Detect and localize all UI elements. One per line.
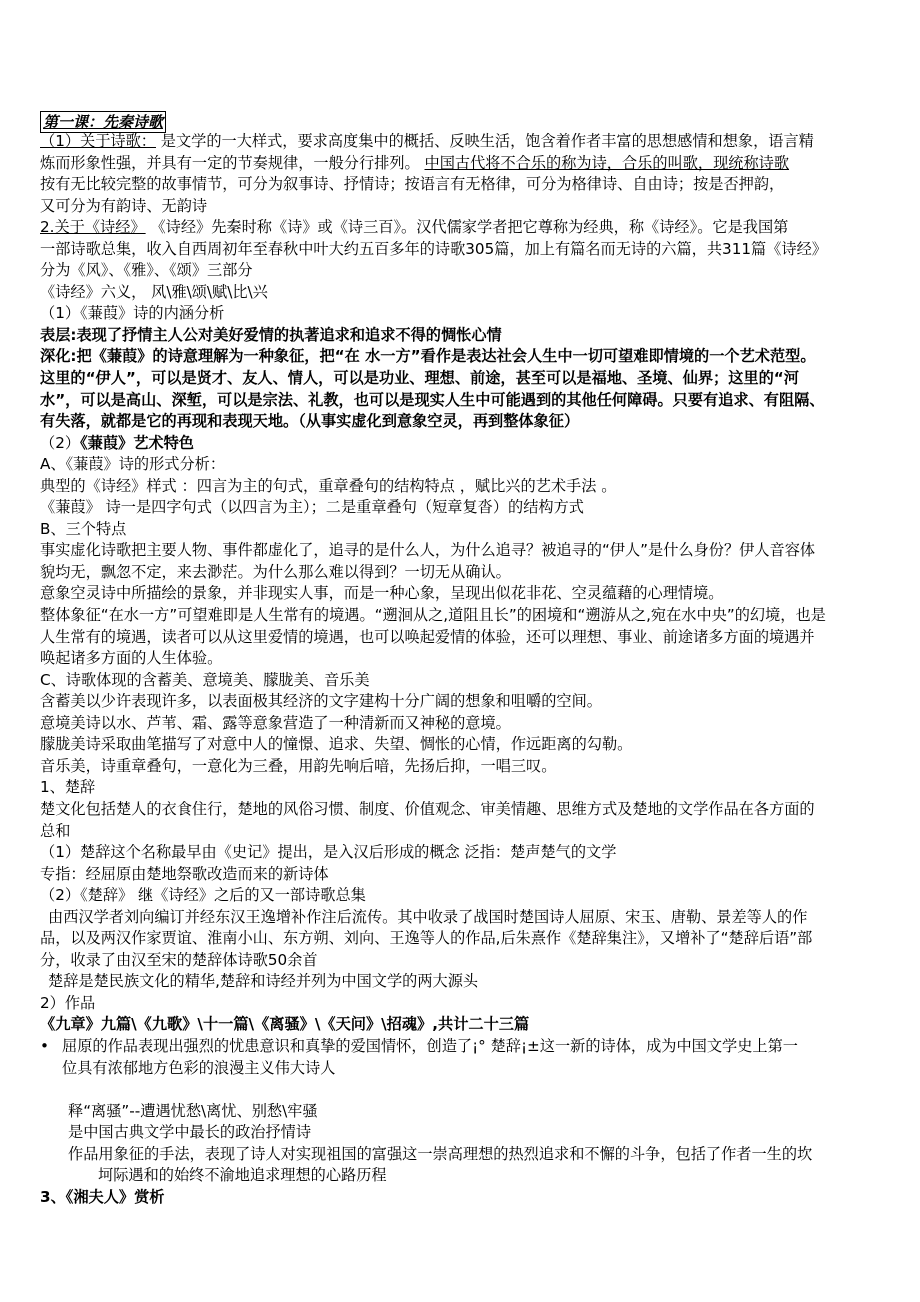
text-line — [40, 519, 890, 541]
text-segment: （1）楚辞这个名称最早由《史记》提出，是入汉后形成的概念 泛指：楚声楚气的文学 — [40, 843, 617, 862]
text-line — [40, 907, 890, 929]
text-line — [40, 993, 890, 1015]
document-body — [40, 131, 890, 1208]
text-segment: 楚文化包括楚人的衣食住行，楚地的风俗习惯、制度、价值观念、审美情趣、思维方式及楚地的文学作品在各方面的 — [40, 799, 815, 818]
text-segment: 意境美诗以水、芦苇、霜、露等意象营造了一种清新而又神秘的意境。 — [40, 713, 511, 732]
text-line — [40, 260, 890, 282]
text-line — [40, 303, 890, 325]
text-line — [40, 691, 890, 713]
text-segment: 深化:把《蒹葭》的诗意理解为一种象征，把“在 水一方”看作是表达社会人生中一切可望难即情境的一个艺术范型。 — [40, 347, 816, 366]
text-segment: 《诗经》先秦时称《诗》或《诗三百》。汉代儒家学者把它尊称为经典，称《诗经》。它是我国第 — [145, 218, 789, 237]
text-line — [40, 756, 890, 778]
text-segment: 含蓄美以少许表现许多，以表面极其经济的文字建构十分广阔的想象和咀嚼的空间。 — [40, 692, 602, 711]
text-segment: （1）《蒹葭》诗的内涵分析 — [40, 304, 225, 323]
text-segment: 屈原的作品表现出强烈的忧患意识和真挚的爱国情怀，创造了¡° 楚辞¡±这一新的诗体，成为中国文学史上第一 — [62, 1036, 798, 1055]
text-line — [40, 799, 890, 821]
text-segment: 典型的《诗经》样式 ：四言为主的句式，重章叠句的结构特点 ，赋比兴的艺术手法 。 — [40, 476, 617, 495]
text-line — [40, 540, 890, 562]
text-segment: （2） — [40, 433, 81, 452]
text-line — [40, 1144, 890, 1166]
text-segment: 作品用象征的手法，表现了诗人对实现祖国的富强这一崇高理想的热烈追求和不懈的斗争，包括了作者一生的坎 — [68, 1144, 813, 1163]
text-segment: 表层:表现了抒情主人公对美好爱情的执著追求和追求不得的惆怅心情 — [40, 325, 502, 344]
text-line — [40, 346, 890, 368]
text-segment: 由西汉学者刘向编订并经东汉王逸增补作注后流传。其中收录了战国时楚国诗人屈原、宋玉、唐勒、景差等人的作 — [48, 907, 808, 926]
text-line — [40, 627, 890, 649]
text-line — [40, 368, 890, 390]
bullet-item — [40, 1036, 890, 1058]
text-segment: C、诗歌体现的含蓄美、意境美、朦胧美、音乐美 — [40, 670, 370, 689]
text-segment: 《九章》九篇\《九歌》\十一篇\《离骚》\《天问》\招魂》,共计二十三篇 — [40, 1015, 530, 1034]
text-segment: 是文学的一大样式，要求高度集中的概括、反映生活，饱含着作者丰富的思想感情和想象，语言精 — [155, 132, 814, 150]
text-line — [40, 1122, 890, 1144]
text-segment: A、《蒹葭》诗的形式分析： — [40, 455, 226, 474]
text-line — [40, 282, 890, 304]
text-line — [40, 390, 890, 412]
text-segment: 这里的“伊人”，可以是贤才、友人、情人，可以是功业、理想、前途，甚至可以是福地、圣境、仙界；这里的“河 — [40, 369, 799, 388]
text-line — [40, 842, 890, 864]
text-segment: 1、楚辞 — [40, 778, 96, 797]
text-line — [40, 1014, 890, 1036]
underlined-heading: 2.关于《诗经》 — [40, 218, 146, 237]
underlined-heading: 中国古代将不合乐的称为诗，合乐的叫歌，现统称诗歌 — [424, 153, 790, 172]
text-segment: 《蒹葭》 诗一是四字句式（以四言为主）；二是重章叠句（短章复沓）的结构方式 — [40, 498, 584, 517]
text-line — [40, 153, 890, 175]
text-segment: 专指：经屈原由楚地祭歌改造而来的新诗体 — [40, 864, 329, 883]
text-segment: 3、《湘夫人》赏析 — [40, 1187, 165, 1206]
text-segment: 朦胧美诗采取曲笔描写了对意中人的憧憬、追求、失望、惆怅的心情，作远距离的勾勒。 — [40, 735, 633, 754]
text-segment: B、三个特点 — [40, 519, 127, 538]
text-line — [40, 583, 890, 605]
text-segment: 《诗经》六义， 风\雅\颂\赋\比\兴 — [40, 282, 268, 301]
text-segment: 水”，可以是高山、深堑，可以是宗法、礼教，也可以是现实人生中可能遇到的其他任何障碍。只要有追求、有阻隔、 — [40, 390, 825, 409]
text-segment: 有失落，就都是它的再现和表现天地。（从事实虚化到意象空灵，再到整体象征） — [40, 412, 580, 431]
text-segment: 坷际遇和的始终不渝地追求理想的心路历程 — [98, 1166, 387, 1185]
text-segment: 唤起诸多方面的人生体验。 — [40, 649, 223, 668]
text-segment: 释“离骚”--遭遇忧愁\离忧、别愁\牢骚 — [68, 1101, 318, 1120]
text-segment: 位具有浓郁地方色彩的浪漫主义伟大诗人 — [62, 1058, 336, 1077]
text-segment: 《蒹葭》艺术特色 — [80, 433, 194, 452]
text-line — [40, 497, 890, 519]
text-segment: 品，以及两汉作家贾谊、淮南小山、东方朔、刘向、王逸等人的作品,后朱熹作《楚辞集注》，又增补了“楚辞后语”部 — [40, 929, 813, 948]
text-segment: 是中国古典文学中最长的政治抒情诗 — [68, 1123, 311, 1142]
text-segment: （2）《楚辞》 继《诗经》之后的又一部诗歌总集 — [40, 886, 366, 905]
text-line — [40, 1187, 890, 1209]
text-line — [40, 821, 890, 843]
underlined-heading: （1）关于诗歌： — [40, 132, 156, 150]
text-segment: 分，收录了由汉至宋的楚辞体诗歌50余首 — [40, 950, 318, 969]
text-segment: 分为《风》、《雅》、《颂》三部分 — [40, 261, 253, 280]
text-line — [40, 648, 890, 670]
text-line — [40, 734, 890, 756]
text-line — [40, 950, 890, 972]
text-line — [40, 713, 890, 735]
text-line — [40, 1165, 890, 1187]
text-line — [40, 325, 890, 347]
text-line — [40, 971, 890, 993]
text-line — [40, 411, 890, 433]
text-line — [40, 433, 890, 455]
text-line — [40, 239, 890, 261]
text-line — [40, 217, 890, 239]
text-segment: 按有无比较完整的故事情节，可分为叙事诗、抒情诗；按语言有无格律，可分为格律诗、自由诗；按是否押韵， — [40, 175, 785, 194]
text-line — [40, 1058, 890, 1080]
text-line — [40, 131, 890, 153]
text-segment: 楚辞是楚民族文化的精华,楚辞和诗经并列为中国文学的两大源头 — [48, 972, 479, 991]
text-segment: 炼而形象性强，并具有一定的节奏规律，一般分行排列。 — [40, 153, 425, 172]
text-line — [40, 562, 890, 584]
text-line — [40, 605, 890, 627]
text-line — [40, 174, 890, 196]
text-segment: 意象空灵诗中所描绘的景象，并非现实人事，而是一种心象，呈现出似花非花、空灵蕴藉的心理情境。 — [40, 584, 724, 603]
text-line — [40, 928, 890, 950]
text-line — [40, 1079, 890, 1101]
text-line — [40, 777, 890, 799]
text-line — [40, 885, 890, 907]
text-segment: 一部诗歌总集，收入自西周初年至春秋中叶大约五百多年的诗歌305篇，加上有篇名而无诗的六篇，共311篇《诗经》 — [40, 239, 827, 258]
text-segment: 又可分为有韵诗、无韵诗 — [40, 196, 208, 215]
text-line — [40, 864, 890, 886]
lesson-title: 第一课：先秦诗歌 — [40, 111, 166, 133]
text-segment: 音乐美，诗重章叠句，一意化为三叠，用韵先响后喑，先扬后抑，一唱三叹。 — [40, 756, 557, 775]
text-segment: 貌均无，飘忽不定，来去渺茫。为什么那么难以得到？一切无从确认。 — [40, 562, 511, 581]
text-line — [40, 670, 890, 692]
text-segment: 整体象征“在水一方”可望难即是人生常有的境遇。“遡洄从之,道阻且长”的困境和“遡游从之,宛在水中央”的幻境，也是 — [40, 606, 826, 625]
text-line — [40, 454, 890, 476]
text-line — [40, 1101, 890, 1123]
text-segment: 人生常有的境遇，读者可以从这里爱情的境遇，也可以唤起爱情的体验，还可以理想、事业、前途诸多方面的境遇并 — [40, 627, 815, 646]
text-line — [40, 196, 890, 218]
text-segment: 事实虚化诗歌把主要人物、事件都虚化了，追寻的是什么人，为什么追寻？被追寻的“伊人”是什么身份？伊人音容体 — [40, 541, 816, 560]
text-segment: 2）作品 — [40, 993, 96, 1012]
text-segment: 总和 — [40, 821, 71, 840]
text-line — [40, 476, 890, 498]
